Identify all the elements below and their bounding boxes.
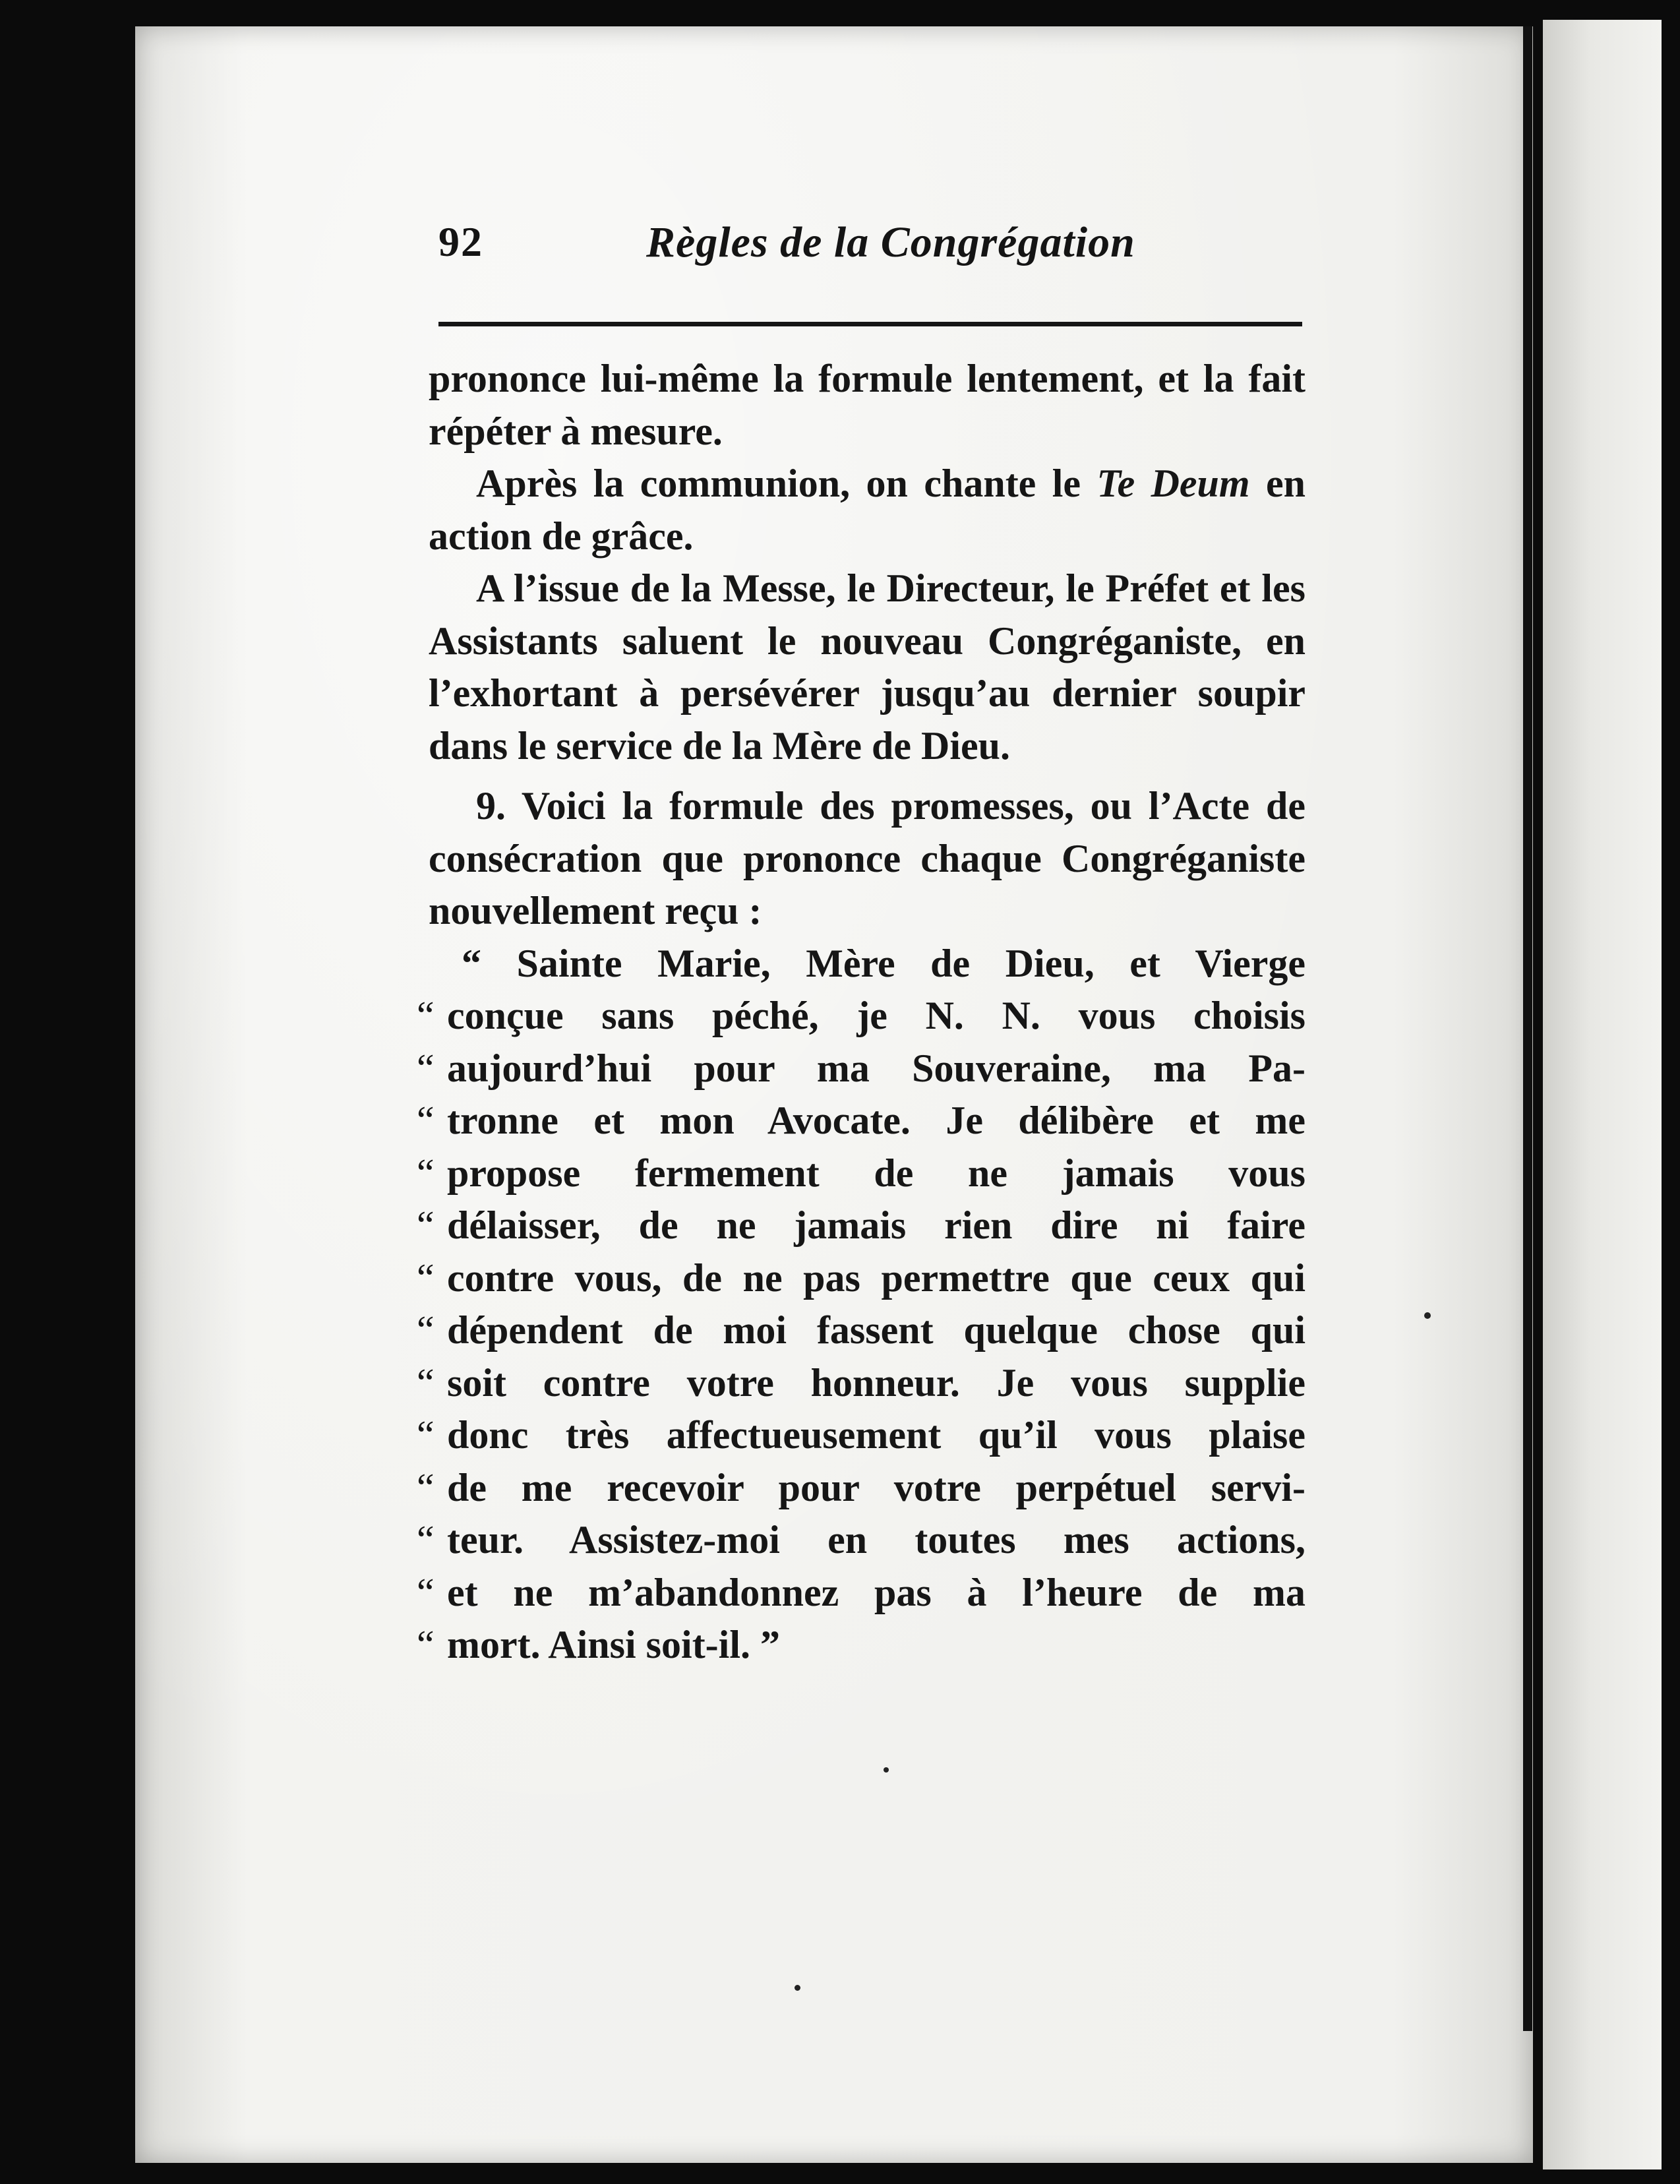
quote-line: “ de me recevoir pour votre perpétuel servi- — [429, 1462, 1305, 1515]
quote-line: “ conçue sans péché, je N. N. vous choisis — [429, 990, 1305, 1043]
quote-line: “ soit contre votre honneur. Je vous supplie — [429, 1357, 1305, 1410]
quote-mark: “ — [417, 1151, 435, 1195]
quote-line: “ et ne m’abandonnez pas à l’heure de ma — [429, 1567, 1305, 1620]
paragraph-formula-intro: 9. Voici la formule des promesses, ou l’Acte de consécration que prononce chaque Congréganiste nouvellement reçu : — [429, 784, 1305, 932]
header-rule — [438, 322, 1302, 326]
quote-mark: “ — [417, 994, 435, 1037]
paragraph-after-mass: A l’issue de la Messe, le Directeur, le Préfet et les Assistants saluent le nouveau Congréganiste, en l’exhortant à persévérer jusqu’au dernier soupir dans le service de la Mère de Dieu. — [429, 566, 1305, 768]
body-text — [417, 353, 1306, 1672]
page-number: 92 — [438, 218, 483, 265]
quote-mark: “ — [417, 1256, 435, 1300]
quote-line: “ tronne et mon Avocate. Je délibère et me — [429, 1095, 1305, 1147]
quote-line: “ donc très affectueusement qu’il vous plaise — [429, 1409, 1305, 1462]
act-of-consecration — [417, 938, 1305, 1672]
quote-mark: “ — [417, 1465, 435, 1509]
te-deum-title: Te Deum — [1096, 462, 1250, 505]
ink-speck — [884, 1767, 889, 1773]
paragraph-communion-text-b: en action de grâce. — [429, 462, 1306, 558]
quote-mark: “ — [417, 1308, 435, 1352]
quote-line: “ délaisser, de ne jamais rien dire ni faire — [429, 1199, 1305, 1252]
paragraph-communion — [429, 458, 1305, 562]
quote-line: “ teur. Assistez-moi en toutes mes actions, — [429, 1514, 1305, 1567]
quote-mark: “ — [417, 1570, 435, 1614]
ink-speck — [795, 1985, 800, 1991]
facing-page-edge — [1543, 20, 1662, 2169]
quote-line: “ mort. Ainsi soit-il. ” — [429, 1619, 1305, 1672]
quote-mark: “ — [417, 1046, 435, 1090]
quote-line: “ contre vous, de ne pas permettre que ceux qui — [429, 1252, 1305, 1305]
quote-line: “ aujourd’hui pour ma Souveraine, ma Pa- — [429, 1043, 1305, 1095]
quote-mark: “ — [417, 1099, 435, 1142]
gutter-shadow — [1523, 26, 1532, 2031]
quote-mark: “ — [417, 1623, 435, 1666]
running-title: Règles de la Congrégation — [646, 218, 1135, 266]
quote-mark: “ — [417, 1413, 435, 1457]
paragraph-communion-text-a: Après la communion, on chante le — [476, 462, 1097, 505]
running-head — [438, 218, 1309, 290]
quote-mark: “ — [417, 1203, 435, 1247]
quote-line: “ dépendent de moi fassent quelque chose qui — [429, 1304, 1305, 1357]
ink-speck — [1424, 1312, 1431, 1319]
quote-line: “ Sainte Marie, Mère de Dieu, et Vierge — [462, 941, 1305, 985]
quote-line: “ propose fermement de ne jamais vous — [429, 1147, 1305, 1200]
paragraph-continuation: prononce lui-même la formule lentement, et la fait répéter à mesure. — [429, 357, 1305, 453]
quote-mark: “ — [417, 1518, 435, 1562]
quote-mark: “ — [417, 1360, 435, 1405]
